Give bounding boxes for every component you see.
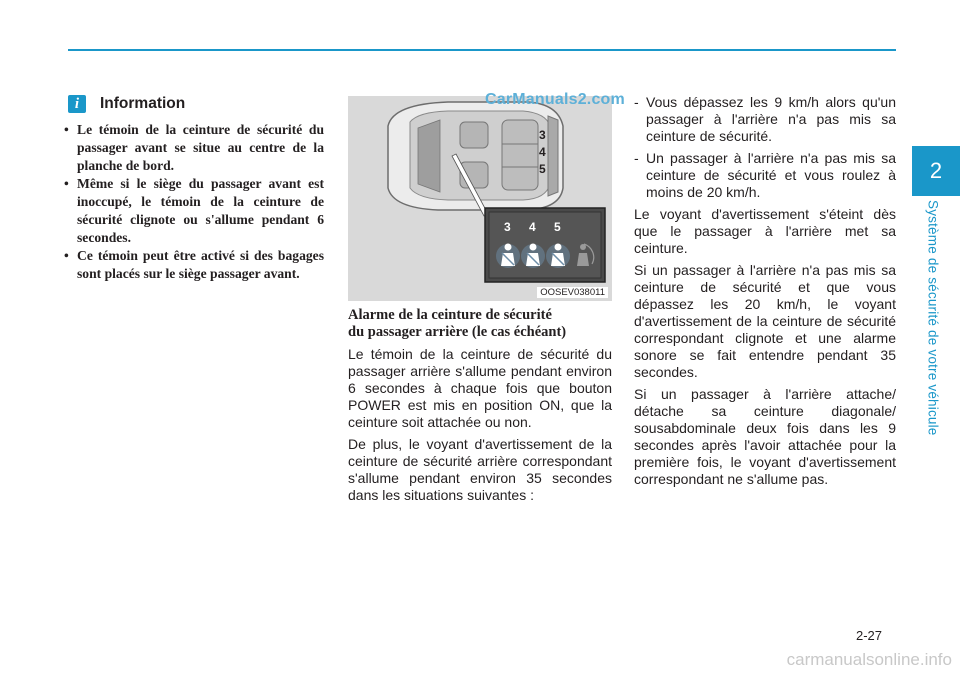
dash-list-item: - Un passager à l'arrière n'a pas mis sa ceinture de sécurité et vous roulez à moins de 20 km/h. [634,150,896,200]
section-heading [348,307,612,341]
chapter-title-vertical [922,200,944,450]
dash-list-text: Un passager à l'arrière n'a pas mis sa ceinture de sécurité et vous roulez à moins de 20 km/h. [646,150,896,200]
section-body [348,346,612,509]
information-item: • Ce témoin peut être activé si des bagages sont placés sur le siège passager avant. [62,247,324,283]
header-rule [68,49,896,51]
seat-label-5: 5 [539,162,546,176]
information-header [68,95,185,113]
seat-label-3: 3 [539,128,546,142]
section-heading-line: Alarme de la ceinture de sécurité [348,307,552,323]
chapter-number-tab [912,146,960,196]
seat-number-labels [539,128,546,176]
indicator-label-4: 4 [529,220,536,234]
page-number: 2-27 [856,628,883,643]
section-heading-line: du passager arrière (le cas échéant) [348,324,567,340]
dash-list-text: Vous dépassez les 9 km/h alors qu'un passager à l'arrière n'a pas mis sa ceinture de sécurité. [646,94,896,144]
information-item: • Le témoin de la ceinture de sécurité du passager avant se situe au centre de la planche de bord. [62,121,324,175]
indicator-label-5: 5 [554,220,561,234]
paragraph: Si un passager à l'arrière attache/ détache sa ceinture diagonale/ sousabdominale deux fois dans les 9 secondes après l'avoir attachée pour la première fois, le voyant d'avertissement correspondant ne s'allume pas. [634,386,896,487]
paragraph: Si un passager à l'arrière n'a pas mis sa ceinture de sécurité et que vous dépassez les 20 km/h, le voyant d'avertissement de la ceinture de sécurité correspondant clignote et une alarme sonore se fait entendre pendant 35 secondes. [634,262,896,380]
paragraph: Le voyant d'avertissement s'éteint dès que le passager à l'arrière met sa ceinture. [634,206,896,256]
indicator-panel [485,208,605,282]
information-title: Information [100,95,186,112]
chapter-number: 2 [929,158,943,183]
footer-watermark: carmanualsonline.info [786,650,952,669]
image-watermark: CarManuals2.com [485,91,625,108]
seat-label-4: 4 [539,145,546,159]
chapter-title: Système de sécurité de votre véhicule [925,200,941,436]
information-list [62,121,324,283]
information-item: • Même si le siège du passager avant est inoccupé, le témoin de la ceinture de sécurité clignote ou s'allume pendant 6 secondes. [62,175,324,247]
column3-body [634,94,896,493]
paragraph: De plus, le voyant d'avertissement de la ceinture de sécurité arrière correspondant s'allume pendant environ 35 secondes dans les situations suivantes : [348,436,612,503]
dash-list-item: - Vous dépassez les 9 km/h alors qu'un passager à l'arrière n'a pas mis sa ceinture de sécurité. [634,94,896,144]
seatbelt-figure [348,91,625,301]
car-topview-illustration [348,96,612,301]
paragraph: Le témoin de la ceinture de sécurité du passager arrière s'allume pendant environ 6 secondes à chaque fois que bouton POWER est mis en position ON, que la ceinture soit attachée ou non. [348,346,612,430]
information-icon: i [68,95,86,113]
figure-code: OOSEV038011 [537,287,608,298]
indicator-label-3: 3 [504,220,511,234]
